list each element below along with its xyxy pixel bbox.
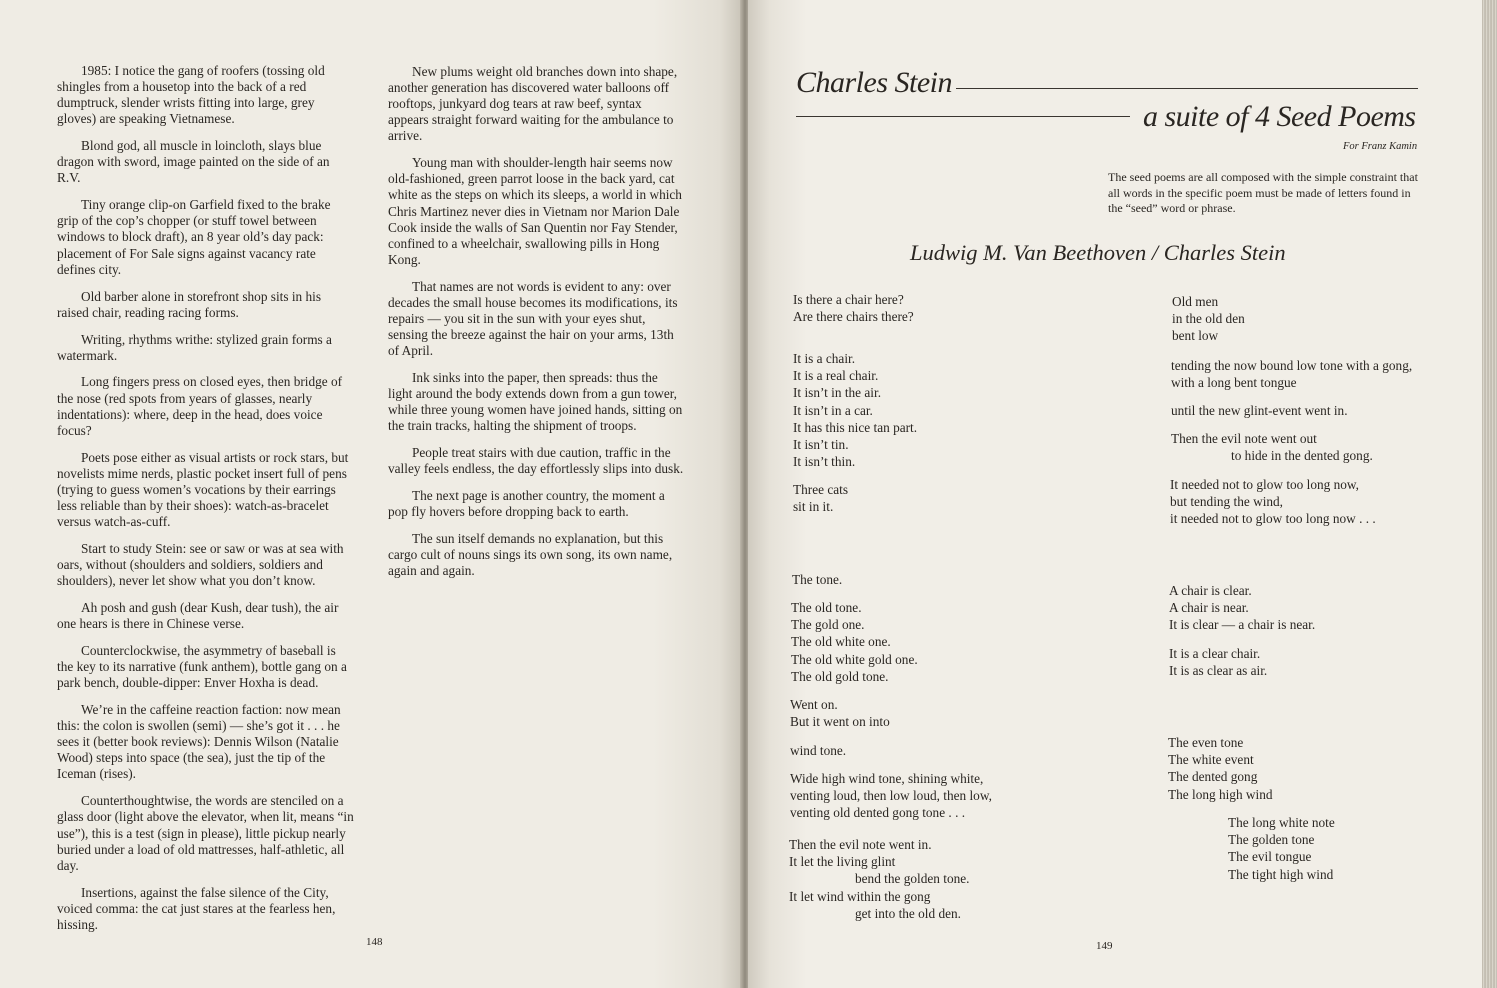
poem-line: to hide in the dented gong.	[1231, 448, 1373, 464]
poem-line: Then the evil note went in.	[789, 837, 932, 852]
poem-stanza	[790, 696, 890, 730]
right-page	[748, 0, 1482, 988]
poem-line: with a long bent tongue	[1171, 375, 1297, 391]
poem-line: It isn’t tin.	[793, 437, 849, 453]
poem-stanza	[789, 836, 969, 922]
poem-line: it needed not to glow too long now . . .	[1170, 511, 1376, 527]
poem-line: bend the golden tone.	[855, 871, 970, 887]
poem-stanza	[793, 481, 848, 515]
poem-line: It let the living glint	[789, 854, 896, 870]
poem-stanza	[790, 770, 992, 822]
page-number: 148	[366, 936, 383, 948]
poem-line: The tone.	[792, 572, 843, 587]
poem-line: until the new glint-event went in.	[1171, 403, 1348, 418]
poem-line: The evil tongue	[1228, 849, 1312, 865]
prose-paragraph: We’re in the caffeine reaction faction: now mean this: the colon is swollen (semi) — she’s got it . . . he sees it (better book reviews): Dennis Wilson (Natalie Wood) steps into space (the sea), just the tip of the Iceman (rises).	[57, 702, 341, 782]
poem-line: The old white gold one.	[791, 651, 918, 667]
poem-stanza	[793, 291, 914, 325]
poem-line: It is as clear as air.	[1169, 663, 1268, 679]
poem-line: bent low	[1172, 328, 1219, 344]
poem-line: venting loud, then low loud, then low,	[790, 788, 992, 804]
prose-paragraph: Start to study Stein: see or saw or was at sea with oars, without (shoulders and soldiers, soldiers and shoulders), never let show what you don’t know.	[57, 540, 344, 589]
intro-note: The seed poems are all composed with the simple constraint that all words in the specific poem must be made of letters found in the “seed” word or phrase.	[1108, 170, 1418, 215]
left-page	[0, 0, 742, 988]
poem-line: Is there a chair here?	[793, 292, 904, 307]
prose-paragraph: That names are not words is evident to any: over decades the small house becomes its modifications, its repairs — you sit in the sun with your eyes shut, sensing the breeze against the hair on your arms, 13th of April.	[388, 278, 678, 359]
prose-paragraph: Counterclockwise, the asymmetry of baseball is the key to its narrative (funk anthem), bottle gang on a park bench, double-dipper: Enver Hoxha is dead.	[57, 642, 347, 691]
heading-rule	[796, 116, 1130, 117]
poem-line: The white event	[1168, 752, 1254, 768]
prose-paragraph: Counterthoughtwise, the words are stenciled on a glass door (light above the elevator, when lit, means “in use”), this is a test (sign in please), little pickup nearly buried under a load of old mattresses, half-athletic, all day.	[57, 793, 354, 873]
poem-line: It is clear — a chair is near.	[1169, 617, 1316, 633]
poem-stanza	[1171, 357, 1412, 391]
poem-line: wind tone.	[790, 743, 847, 758]
prose-paragraph: New plums weight old branches down into shape, another generation has discovered water balloons off rooftops, junkyard dog tears at raw beef, syntax appears straight forward waiting for the ambulance to arrive.	[388, 64, 678, 144]
prose-paragraph: Ink sinks into the paper, then spreads: thus the light around the body extends down from a gun tower, while three young women have joined hands, sitting on the train tracks, halting the shipment of troops.	[388, 369, 683, 434]
prose-paragraph: Tiny orange clip-on Garfield fixed to the brake grip of the cop’s chopper (or stuff towel between windows to block draft), an 8 year old’s day pack: placement of For Sale signs against vacancy rate defines city.	[57, 197, 331, 277]
poem-stanza	[1170, 476, 1376, 528]
prose-paragraph: Blond god, all muscle in loincloth, slays blue dragon with sword, image painted on the side of an R.V.	[57, 138, 330, 186]
poem-line: A chair is near.	[1169, 600, 1249, 616]
poem-line: The even tone	[1168, 735, 1244, 750]
poem-line: Old men	[1172, 294, 1219, 309]
poem-line: It has this nice tan part.	[793, 419, 918, 435]
poem-line: The dented gong	[1168, 769, 1258, 785]
poem-line: in the old den	[1172, 311, 1245, 327]
prose-paragraph: Long fingers press on closed eyes, then bridge of the nose (red spots from years of glasses, nearly indentations): where, deep in the head, does voice focus?	[57, 374, 343, 438]
poem-stanza	[1171, 402, 1348, 419]
prose-paragraph: The next page is another country, the moment a pop fly hovers before dropping back to earth.	[388, 488, 665, 520]
poem-line: venting old dented gong tone . . .	[790, 805, 966, 821]
poem-line: But it went on into	[790, 714, 890, 730]
prose-paragraph: Writing, rhythms writhe: stylized grain forms a watermark.	[57, 331, 332, 363]
poem-line: Wide high wind tone, shining white,	[790, 771, 984, 786]
poem-line: The old white one.	[791, 634, 891, 650]
poem-line: Are there chairs there?	[793, 309, 914, 325]
prose-paragraph: Poets pose either as visual artists or rock stars, but novelists mime nerds, plastic pocket insert full of pens (trying to guess women’s vocations by their earrings less reliable than by their shoes): watch-as-bracelet versus watch-as-cuff.	[57, 449, 349, 530]
prose-paragraph: 1985: I notice the gang of roofers (tossing old shingles from a housetop into the back of a red dumptruck, slender wrists fitting into large, grey gloves) are speaking Vietnamese.	[57, 63, 325, 127]
poem-line: Three cats	[793, 482, 848, 497]
poem-stanza	[793, 350, 917, 470]
poem-stanza	[792, 571, 842, 588]
heading-rule	[956, 88, 1418, 89]
poem-stanza	[1168, 734, 1273, 803]
poem-stanza	[791, 599, 918, 685]
poem-stanza	[790, 742, 846, 759]
poem-line: The long high wind	[1168, 786, 1273, 802]
poem-line: sit in it.	[793, 499, 834, 515]
poem-stanza	[1171, 430, 1373, 464]
poem-stanza	[1169, 582, 1315, 634]
author-heading: Charles Stein	[796, 66, 952, 99]
dedication: For Franz Kamin	[1343, 141, 1418, 152]
page-number: 149	[1096, 940, 1113, 952]
poem-line: get into the old den.	[855, 905, 961, 921]
poem-line: The gold one.	[791, 617, 865, 633]
poem-line: It is a clear chair.	[1169, 646, 1261, 661]
poem-line: It is a chair.	[793, 351, 856, 366]
suite-title: a suite of 4 Seed Poems	[1143, 100, 1416, 133]
poem-line: The golden tone	[1228, 832, 1315, 848]
poem-line: It isn’t thin.	[793, 454, 856, 470]
poem-line: It let wind within the gong	[789, 888, 931, 904]
prose-paragraph: Young man with shoulder-length hair seems now old-fashioned, green parrot loose in the back yard, cat white as the steps on which its sleeps, a world in which Chris Martinez never dies in Vietnam nor Marion Dale Cook inside the walls of San Quentin nor Fay Stender, confined to a wheelchair, swallowing pills in Hong Kong.	[388, 155, 682, 267]
poem-line: The tight high wind	[1228, 866, 1334, 882]
prose-paragraph: Old barber alone in storefront shop sits in his raised chair, reading racing forms.	[57, 288, 322, 320]
prose-column-left	[57, 63, 354, 944]
poem-line: The long white note	[1228, 815, 1335, 830]
poem-line: It isn’t in the air.	[793, 385, 882, 401]
poem-stanza	[1169, 645, 1267, 679]
poem-line: Then the evil note went out	[1171, 431, 1317, 446]
poem-title: Ludwig M. Van Beethoven / Charles Stein	[910, 240, 1286, 265]
poem-stanza	[1228, 814, 1335, 883]
poem-line: It is a real chair.	[793, 368, 879, 384]
poem-stanza	[1172, 293, 1245, 345]
prose-paragraph: The sun itself demands no explanation, but this cargo cult of nouns sings its own song, its own name, again and again.	[388, 531, 673, 579]
poem-line: The old gold tone.	[791, 668, 889, 684]
prose-column-right	[388, 64, 685, 590]
prose-paragraph: Insertions, against the false silence of the City, voiced comma: the cat just stares at the fearless hen, hissing.	[57, 884, 336, 932]
prose-paragraph: People treat stairs with due caution, traffic in the valley feels endless, the day effortlessly slips into dusk.	[388, 445, 684, 477]
poem-line: A chair is clear.	[1169, 583, 1252, 598]
poem-line: tending the now bound low tone with a gong,	[1171, 358, 1413, 373]
poem-line: It needed not to glow too long now,	[1170, 477, 1359, 492]
poem-line: The old tone.	[791, 600, 862, 615]
page-edges	[1482, 0, 1497, 988]
poem-line: It isn’t in a car.	[793, 402, 873, 418]
poem-line: Went on.	[790, 697, 838, 712]
prose-paragraph: Ah posh and gush (dear Kush, dear tush), the air one hears is there in Chinese verse.	[57, 600, 339, 632]
poem-line: but tending the wind,	[1170, 494, 1284, 510]
